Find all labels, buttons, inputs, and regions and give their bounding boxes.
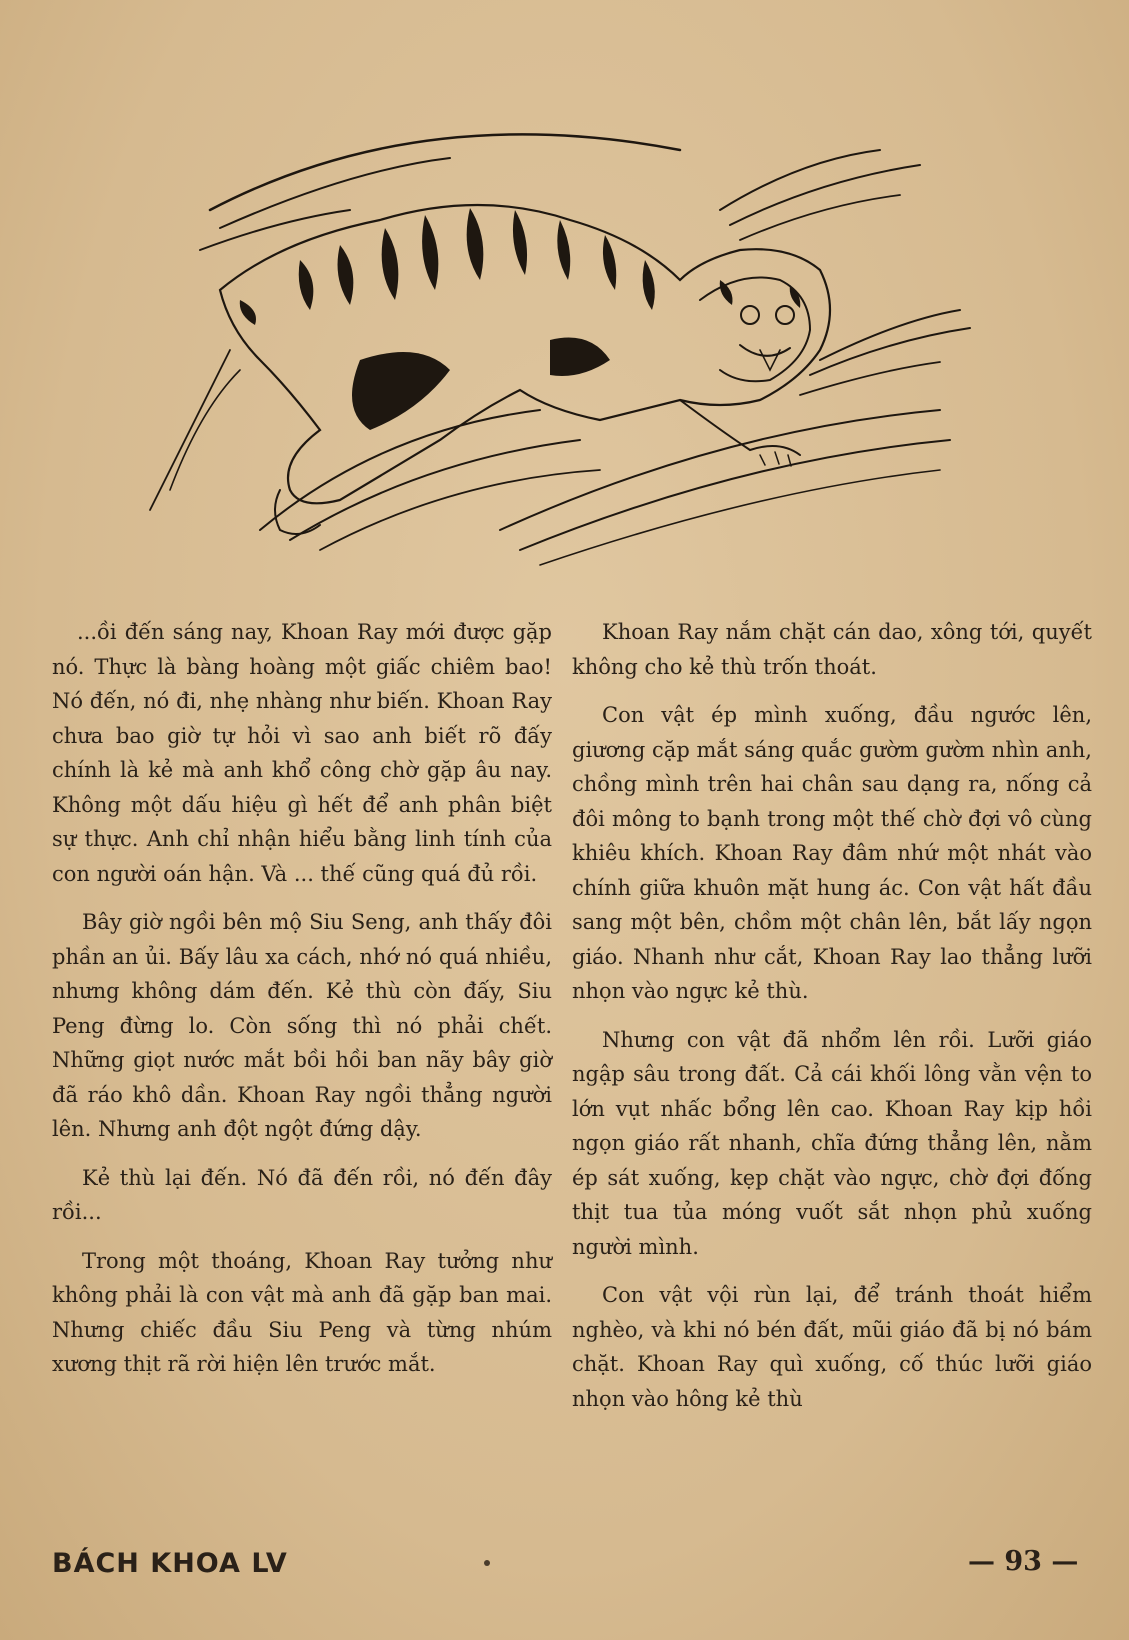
paragraph: Khoan Ray nắm chặt cán dao, xông tới, quyết không cho kẻ thù trốn thoát.	[572, 620, 1092, 679]
article-right-column	[572, 615, 1092, 1430]
article-left-column	[52, 615, 552, 1396]
paragraph: Con vật ép mình xuống, đầu ngước lên, giương cặp mắt sáng quắc gườm gườm nhìn anh, chồng mình trên hai chân sau dạng ra, nống cả đôi mông to bạnh trong một thế chờ đợi vô cùng khiêu khích. Khoan Ray đâm nhứ một nhát vào chính giữa khuôn mặt hung ác. Con vật hất đầu sang một bên, chồm một chân lên, bắt lấy ngọn giáo. Nhanh như cắt, Khoan Ray lao thẳng lưỡi nhọn vào ngực kẻ thù.	[572, 703, 1092, 1003]
paragraph: Nhưng con vật đã nhổm lên rồi. Lưỡi giáo ngập sâu trong đất. Cả cái khối lông vằn vện to lớn vụt nhấc bổng lên cao. Khoan Ray kịp hồi ngọn giáo rất nhanh, chĩa đứng thẳng lên, nằm ép sát xuống, kẹp chặt vào ngực, chờ đợi đống thịt tua tủa móng vuốt sắt nhọn phủ xuống người mình.	[572, 1027, 1092, 1259]
tiger-illustration	[120, 110, 1000, 580]
paragraph: ...ồi đến sáng nay, Khoan Ray mới được gặp nó. Thực là bàng hoàng một giấc chiêm bao! Nó đến, nó đi, nhẹ nhàng như biến. Khoan Ray chưa bao giờ tự hỏi vì sao anh biết rõ đấy chính là kẻ mà anh khổ công chờ gặp âu nay. Không một dấu hiệu gì hết để anh phân biệt sự thực. Anh chỉ nhận hiểu bằng linh tính của con người oán hận. Và ... thế cũng quá đủ rồi.	[52, 620, 552, 886]
page-number: — 93 —	[968, 1546, 1079, 1577]
footer-dot	[484, 1560, 490, 1566]
paragraph: Kẻ thù lại đến. Nó đã đến rồi, nó đến đây rồi...	[52, 1165, 552, 1224]
magazine-title: BÁCH KHOA LV	[52, 1548, 288, 1579]
paragraph: Con vật vội rùn lại, để tránh thoát hiểm nghèo, và khi nó bén đất, mũi giáo đã bị nó bám chặt. Khoan Ray quì xuống, cố thúc lưỡi giáo nhọn vào hông kẻ thù	[572, 1283, 1092, 1411]
paragraph: Bây giờ ngồi bên mộ Siu Seng, anh thấy đôi phần an ủi. Bấy lâu xa cách, nhớ nó quá nhiều, nhưng không dám đến. Kẻ thù còn đấy, Siu Peng đừng lo. Còn sống thì nó phải chết. Những giọt nước mắt bồi hồi ban nãy bây giờ đã ráo khô dần. Khoan Ray ngồi thẳng người lên. Nhưng anh đột ngột đứng dậy.	[52, 910, 552, 1141]
paragraph: Trong một thoáng, Khoan Ray tưởng như không phải là con vật mà anh đã gặp ban mai. Nhưng chiếc đầu Siu Peng và từng nhúm xương thịt rã rời hiện lên trước mắt.	[52, 1248, 552, 1376]
